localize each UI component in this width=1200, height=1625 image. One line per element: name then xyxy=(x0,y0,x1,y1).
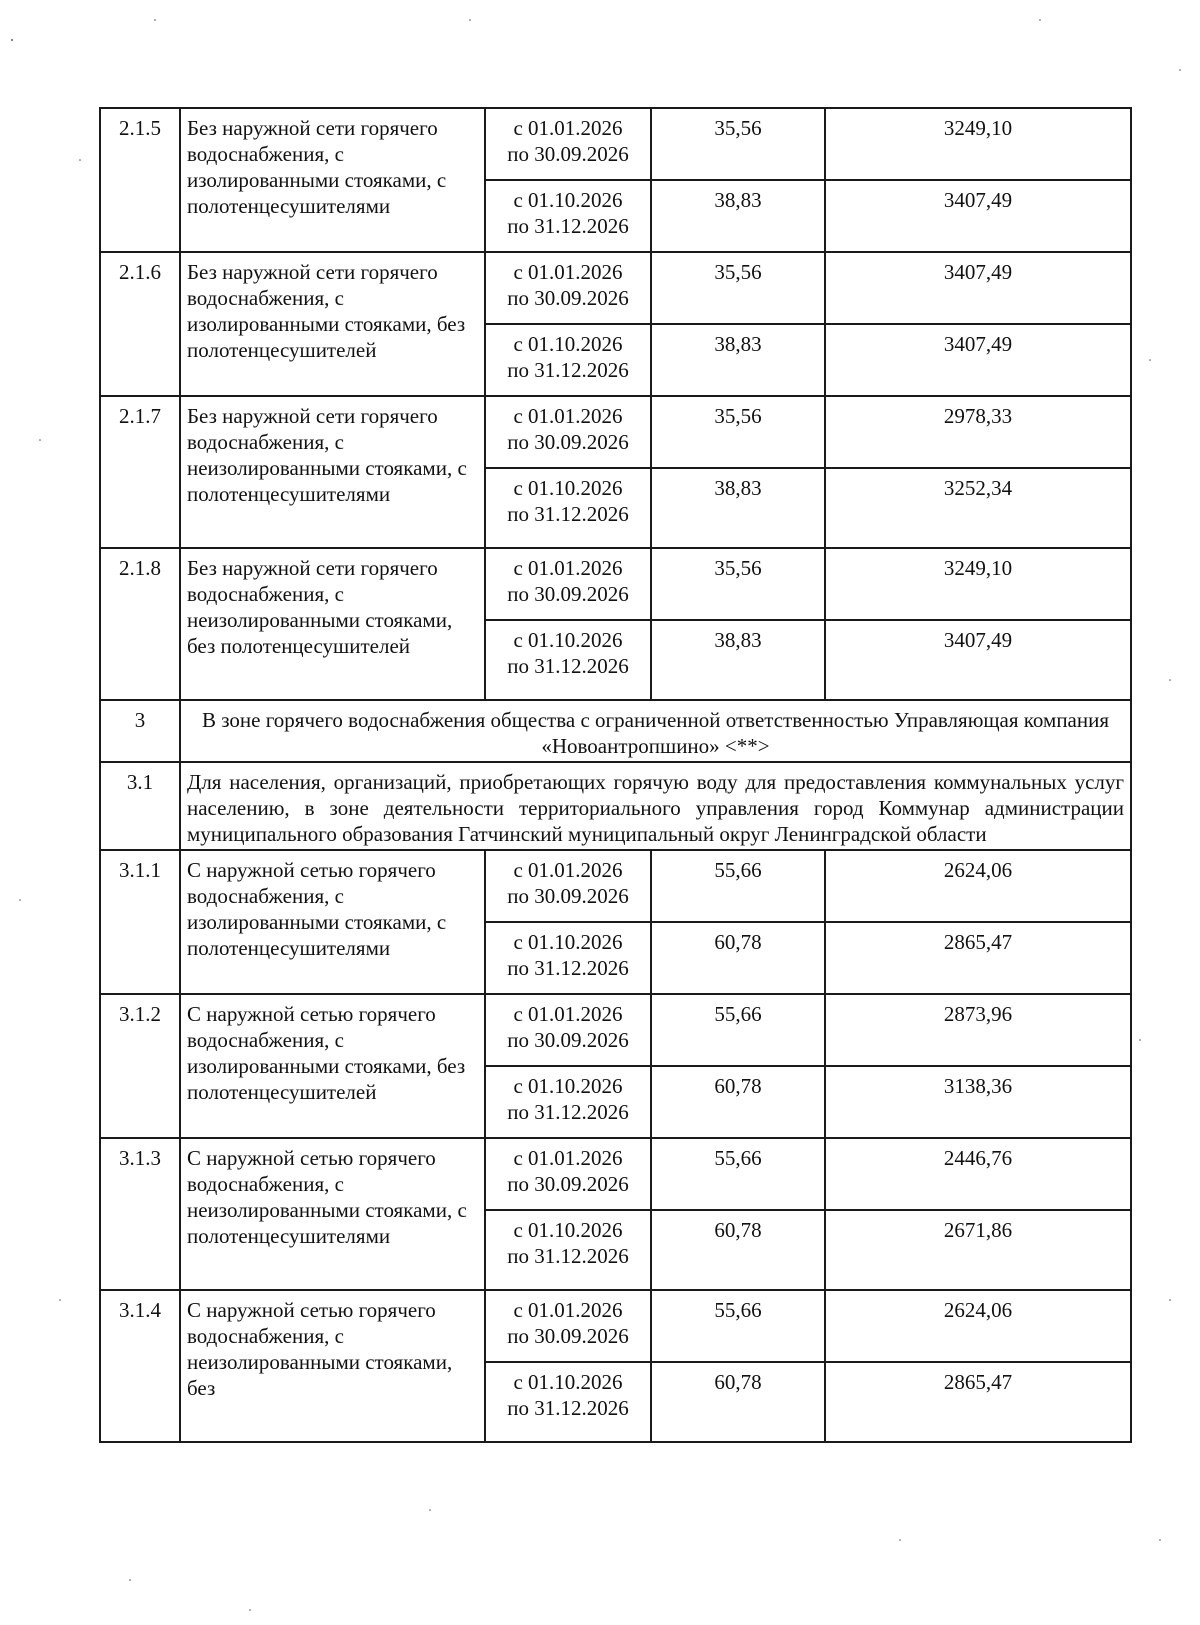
period-cell xyxy=(485,396,651,468)
period-from: с 01.01.2026 xyxy=(513,556,623,580)
period-from: с 01.10.2026 xyxy=(513,476,623,500)
component-value: 38,83 xyxy=(651,620,825,700)
table-row xyxy=(100,252,1131,324)
period-cell xyxy=(485,468,651,548)
period-to: по 31.12.2026 xyxy=(507,654,629,678)
row-description: Без наружной сети горячего водоснабжения, с изолированными стояками, с полотенцесушителями xyxy=(180,108,485,252)
tariff-value: 2873,96 xyxy=(825,994,1131,1066)
zone-title: В зоне горячего водоснабжения общества с ограниченной ответственностью Управляющая компания «Новоантропшино» <**> xyxy=(180,700,1131,762)
table-row xyxy=(100,994,1131,1066)
period-cell xyxy=(485,1210,651,1290)
period-from: с 01.01.2026 xyxy=(513,1146,623,1170)
component-value: 38,83 xyxy=(651,324,825,396)
tariff-value: 2624,06 xyxy=(825,850,1131,922)
table-row xyxy=(100,108,1131,180)
period-to: по 30.09.2026 xyxy=(507,1028,629,1052)
period-from: с 01.10.2026 xyxy=(513,628,623,652)
row-description: С наружной сетью горячего водоснабжения, с неизолированными стояками, без xyxy=(180,1290,485,1442)
row-number: 3.1.3 xyxy=(100,1138,180,1290)
row-description: С наружной сетью горячего водоснабжения, с изолированными стояками, с полотенцесушителями xyxy=(180,850,485,994)
component-value: 60,78 xyxy=(651,922,825,994)
component-value: 35,56 xyxy=(651,548,825,620)
period-cell xyxy=(485,252,651,324)
period-to: по 31.12.2026 xyxy=(507,1396,629,1420)
period-to: по 31.12.2026 xyxy=(507,358,629,382)
row-description: С наружной сетью горячего водоснабжения, с изолированными стояками, без полотенцесушителей xyxy=(180,994,485,1138)
row-description: Без наружной сети горячего водоснабжения, с неизолированными стояками, с полотенцесушителями xyxy=(180,396,485,548)
row-number: 3.1.4 xyxy=(100,1290,180,1442)
period-to: по 31.12.2026 xyxy=(507,956,629,980)
period-cell xyxy=(485,620,651,700)
tariff-value: 3407,49 xyxy=(825,252,1131,324)
period-cell xyxy=(485,922,651,994)
period-cell xyxy=(485,548,651,620)
period-to: по 31.12.2026 xyxy=(507,1244,629,1268)
period-cell xyxy=(485,994,651,1066)
component-value: 35,56 xyxy=(651,108,825,180)
category-description: Для населения, организаций, приобретающих горячую воду для предоставления коммунальных услуг населению, в зоне деятельности территориального управления город Коммунар администрации муниципального образования Гатчинский муниципальный округ Ленинградской области xyxy=(180,762,1131,850)
period-to: по 31.12.2026 xyxy=(507,214,629,238)
period-cell xyxy=(485,850,651,922)
tariff-value: 3249,10 xyxy=(825,548,1131,620)
period-to: по 30.09.2026 xyxy=(507,430,629,454)
tariff-value: 2865,47 xyxy=(825,1362,1131,1442)
tariff-value: 3138,36 xyxy=(825,1066,1131,1138)
row-number: 2.1.7 xyxy=(100,396,180,548)
table-row xyxy=(100,396,1131,468)
component-value: 55,66 xyxy=(651,994,825,1066)
period-from: с 01.10.2026 xyxy=(513,930,623,954)
tariff-value: 3249,10 xyxy=(825,108,1131,180)
period-from: с 01.01.2026 xyxy=(513,116,623,140)
period-cell xyxy=(485,1290,651,1362)
tariff-value: 3407,49 xyxy=(825,180,1131,252)
tariff-table xyxy=(99,107,1132,1443)
table-row xyxy=(100,1290,1131,1362)
period-to: по 30.09.2026 xyxy=(507,1324,629,1348)
tariff-value: 2671,86 xyxy=(825,1210,1131,1290)
period-to: по 31.12.2026 xyxy=(507,502,629,526)
row-description: С наружной сетью горячего водоснабжения, с неизолированными стояками, с полотенцесушителями xyxy=(180,1138,485,1290)
category-number: 3.1 xyxy=(100,762,180,850)
row-number: 3.1.1 xyxy=(100,850,180,994)
period-cell xyxy=(485,1362,651,1442)
period-cell xyxy=(485,108,651,180)
period-cell xyxy=(485,1138,651,1210)
component-value: 38,83 xyxy=(651,180,825,252)
row-number: 2.1.8 xyxy=(100,548,180,700)
table-row xyxy=(100,850,1131,922)
component-value: 60,78 xyxy=(651,1210,825,1290)
row-number: 3.1.2 xyxy=(100,994,180,1138)
component-value: 35,56 xyxy=(651,396,825,468)
zone-row xyxy=(100,700,1131,762)
period-from: с 01.01.2026 xyxy=(513,404,623,428)
period-cell xyxy=(485,180,651,252)
zone-number: 3 xyxy=(100,700,180,762)
table-row xyxy=(100,1138,1131,1210)
period-from: с 01.01.2026 xyxy=(513,858,623,882)
table-row xyxy=(100,548,1131,620)
tariff-value: 2865,47 xyxy=(825,922,1131,994)
period-from: с 01.01.2026 xyxy=(513,1002,623,1026)
period-from: с 01.01.2026 xyxy=(513,1298,623,1322)
period-to: по 30.09.2026 xyxy=(507,582,629,606)
component-value: 55,66 xyxy=(651,850,825,922)
component-value: 60,78 xyxy=(651,1066,825,1138)
period-to: по 30.09.2026 xyxy=(507,884,629,908)
tariff-value: 2978,33 xyxy=(825,396,1131,468)
component-value: 38,83 xyxy=(651,468,825,548)
tariff-value: 3407,49 xyxy=(825,324,1131,396)
component-value: 35,56 xyxy=(651,252,825,324)
period-cell xyxy=(485,324,651,396)
row-number: 2.1.5 xyxy=(100,108,180,252)
period-cell xyxy=(485,1066,651,1138)
period-to: по 30.09.2026 xyxy=(507,1172,629,1196)
row-number: 2.1.6 xyxy=(100,252,180,396)
row-description: Без наружной сети горячего водоснабжения, с изолированными стояками, без полотенцесушителей xyxy=(180,252,485,396)
period-to: по 30.09.2026 xyxy=(507,142,629,166)
period-to: по 30.09.2026 xyxy=(507,286,629,310)
component-value: 55,66 xyxy=(651,1290,825,1362)
tariff-value: 3407,49 xyxy=(825,620,1131,700)
tariff-value: 2624,06 xyxy=(825,1290,1131,1362)
period-to: по 31.12.2026 xyxy=(507,1100,629,1124)
category-row xyxy=(100,762,1131,850)
component-value: 60,78 xyxy=(651,1362,825,1442)
period-from: с 01.10.2026 xyxy=(513,1218,623,1242)
tariff-value: 2446,76 xyxy=(825,1138,1131,1210)
period-from: с 01.10.2026 xyxy=(513,1074,623,1098)
period-from: с 01.10.2026 xyxy=(513,332,623,356)
period-from: с 01.10.2026 xyxy=(513,188,623,212)
tariff-value: 3252,34 xyxy=(825,468,1131,548)
component-value: 55,66 xyxy=(651,1138,825,1210)
period-from: с 01.01.2026 xyxy=(513,260,623,284)
row-description: Без наружной сети горячего водоснабжения, с неизолированными стояками, без полотенцесушителей xyxy=(180,548,485,700)
period-from: с 01.10.2026 xyxy=(513,1370,623,1394)
